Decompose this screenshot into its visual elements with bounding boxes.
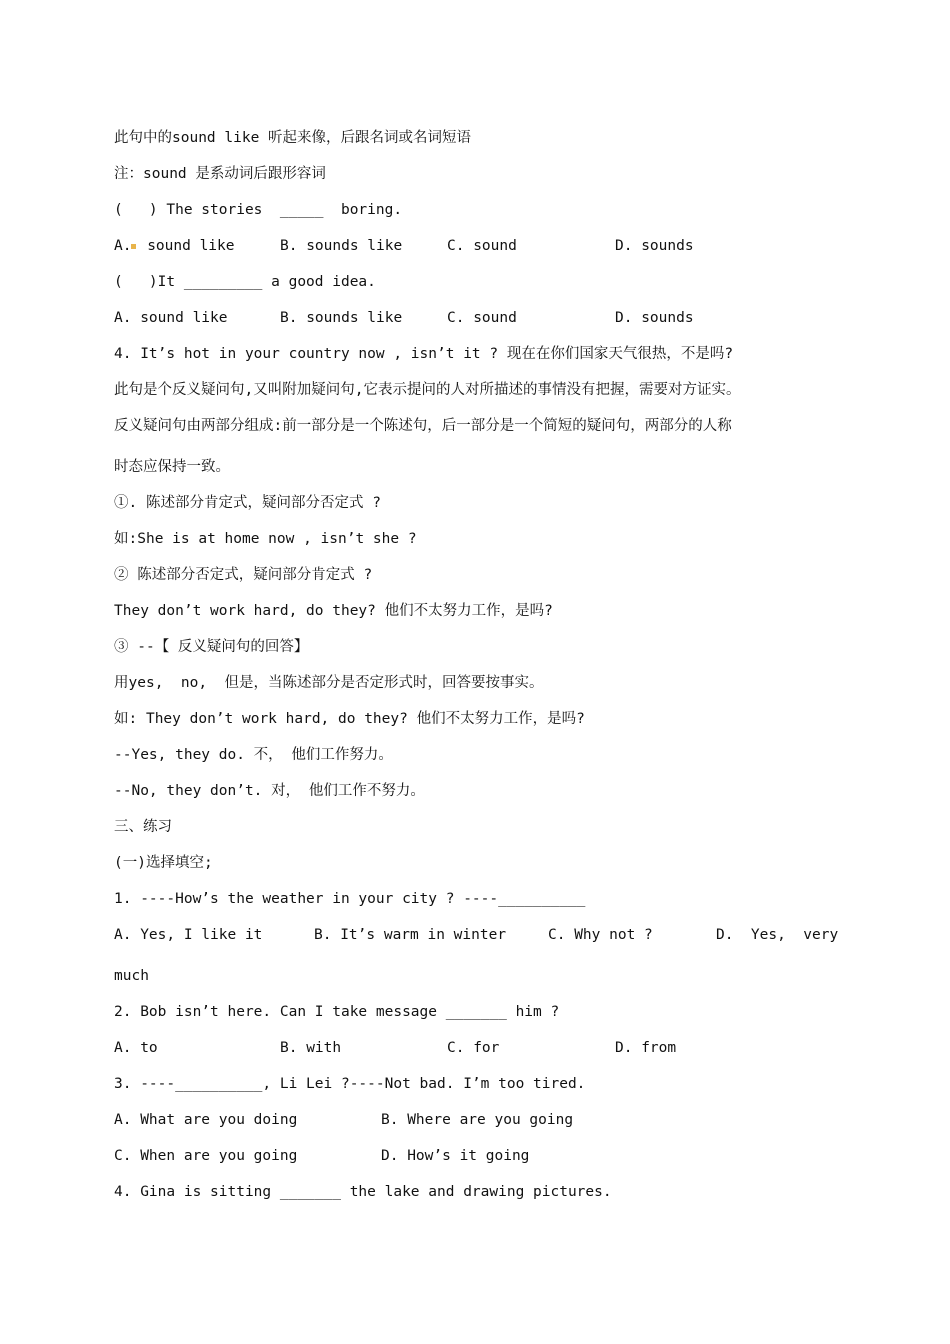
option-b: B. with	[280, 1040, 342, 1056]
option-d: D. Yes, very	[716, 927, 839, 943]
option-d: D. from	[615, 1040, 677, 1056]
option-a: A. sound like	[114, 310, 228, 326]
rule-line: ①. 陈述部分肯定式，疑问部分否定式 ?	[114, 495, 381, 511]
question-line: ( ) The stories _____ boring.	[114, 202, 403, 218]
option-d: D. sounds	[615, 238, 694, 254]
example-line: --Yes, they do. 不， 他们工作努力。	[114, 747, 393, 763]
section-point: 4. It’s hot in your country now , isn’t it ? 现在在你们国家天气很热，不是吗?	[114, 346, 734, 362]
option-b: B. sounds like	[280, 238, 403, 254]
option-c: C. Why not ?	[548, 927, 653, 943]
option-b: B. It’s warm in winter	[314, 927, 507, 943]
subsection-heading: (一)选择填空;	[114, 855, 213, 871]
option-c: C. sound	[447, 310, 517, 326]
explanation-line: 时态应保持一致。	[114, 459, 230, 475]
note-line: 此句中的sound like 听起来像，后跟名词或名词短语	[114, 130, 472, 146]
option-c: C. sound	[447, 238, 517, 254]
rule-line: ③ --【 反义疑问句的回答】	[114, 639, 309, 655]
question-line: ( )It _________ a good idea.	[114, 274, 376, 290]
exercise-question: 1. ----How’s the weather in your city ? ----__________	[114, 891, 586, 907]
explanation-line: 用yes, no, 但是，当陈述部分是否定形式时，回答要按事实。	[114, 675, 544, 691]
rule-line: ② 陈述部分否定式，疑问部分肯定式 ?	[114, 567, 373, 583]
example-line: 如: They don’t work hard, do they? 他们不太努力工作，是吗?	[114, 711, 585, 727]
exercise-question: 3. ----__________, Li Lei ?----Not bad. I’m too tired.	[114, 1076, 586, 1092]
option-a: A. What are you doing	[114, 1112, 298, 1128]
option-b: B. sounds like	[280, 310, 403, 326]
explanation-line: 此句是个反义疑问句,又叫附加疑问句,它表示提问的人对所描述的事情没有把握，需要对方证实。	[114, 382, 741, 398]
option-d-continued: much	[114, 968, 149, 984]
option-a: A. to	[114, 1040, 158, 1056]
option-a: A. sound like	[114, 238, 235, 254]
option-c: C. for	[447, 1040, 500, 1056]
exercise-question: 4. Gina is sitting _______ the lake and drawing pictures.	[114, 1184, 612, 1200]
explanation-line: 反义疑问句由两部分组成:前一部分是一个陈述句，后一部分是一个简短的疑问句，两部分的人称	[114, 418, 732, 434]
section-heading: 三、练习	[114, 819, 172, 835]
exercise-question: 2. Bob isn’t here. Can I take message _______ him ?	[114, 1004, 560, 1020]
example-line: --No, they don’t. 对， 他们工作不努力。	[114, 783, 425, 799]
option-d: D. sounds	[615, 310, 694, 326]
option-b: B. Where are you going	[381, 1112, 574, 1128]
option-c: C. When are you going	[114, 1148, 298, 1164]
note-line: 注：sound 是系动词后跟形容词	[114, 166, 326, 182]
highlight-mark	[131, 244, 136, 249]
example-line: 如:She is at home now , isn’t she ?	[114, 531, 417, 547]
option-d: D. How’s it going	[381, 1148, 530, 1164]
example-line: They don’t work hard, do they? 他们不太努力工作，是吗?	[114, 603, 553, 619]
option-a: A. Yes, I like it	[114, 927, 263, 943]
